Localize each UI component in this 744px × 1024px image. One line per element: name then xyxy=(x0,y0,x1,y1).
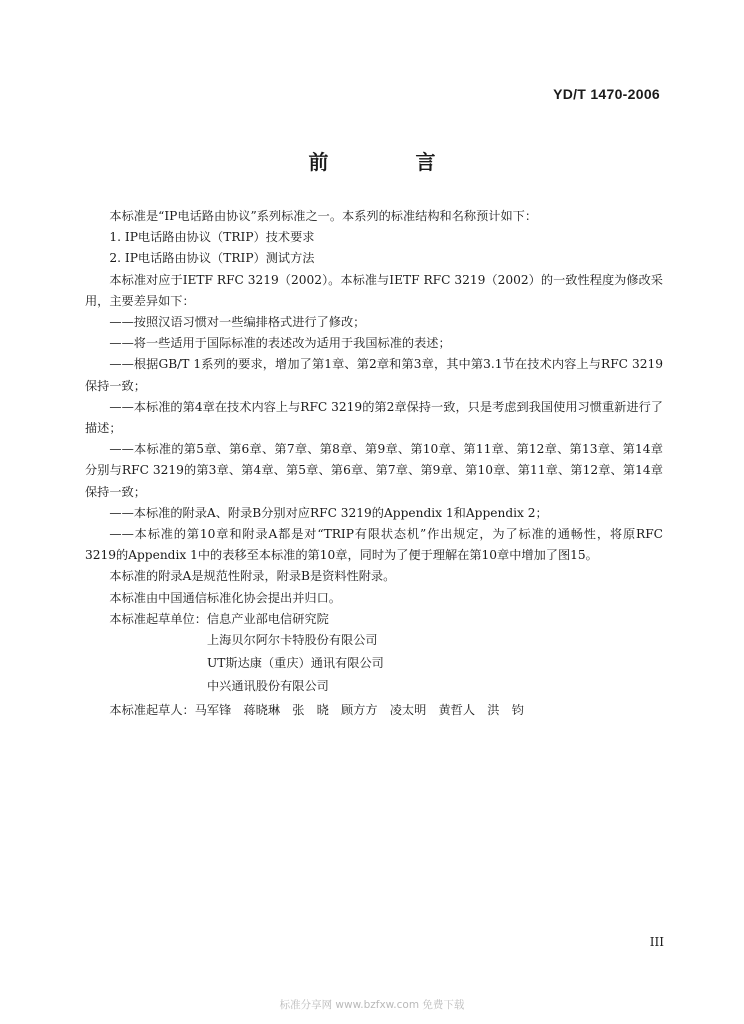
drafting-unit: UT斯达康（重庆）通讯有限公司 xyxy=(207,656,384,671)
foreword-body xyxy=(85,206,663,721)
difference-item: ——按照汉语习惯对一些编排格式进行了修改； xyxy=(109,315,366,330)
paragraph-intro: 本标准是“IP电话路由协议”系列标准之一。本系列的标准结构和名称预计如下： xyxy=(109,209,538,223)
difference-item: ——将一些适用于国际标准的表述改为适用于我国标准的表述； xyxy=(109,336,451,351)
drafting-unit: 上海贝尔阿尔卡特股份有限公司 xyxy=(207,633,378,648)
paragraph-annex-nature: 本标准的附录A是规范性附录，附录B是资料性附录。 xyxy=(109,569,396,584)
page-number: III xyxy=(649,935,664,949)
difference-item: ——本标准的第5章、第6章、第7章、第8章、第9章、第10章、第11章、第12章、第13章、第14章分别与RFC 3219的第3章、第4章、第5章、第6章、第7章、第9章、第10章、第11章、第12章、第14章保持一致； xyxy=(85,442,663,499)
difference-item: ——根据GB/T 1系列的要求，增加了第1章、第2章和第3章，其中第3.1节在技术内容上与RFC 3219保持一致； xyxy=(85,357,663,393)
difference-item: ——本标准的第10章和附录A都是对“TRIP有限状态机”作出规定，为了标准的通畅性，将原RFC 3219的Appendix 1中的表移至本标准的第10章，同时为了便于理解在第10章中增加了图15。 xyxy=(85,527,663,563)
difference-item: ——本标准的附录A、附录B分别对应RFC 3219的Appendix 1和Appendix 2； xyxy=(109,505,548,520)
page-title: 前 言 xyxy=(308,150,476,174)
watermark-text: 标准分享网 www.bzfxw.com 免费下载 xyxy=(279,999,465,1011)
drafting-unit: 中兴通讯股份有限公司 xyxy=(207,679,329,694)
list-item-part-2: 2. IP电话路由协议（TRIP）测试方法 xyxy=(109,251,315,266)
paragraph-correspondence: 本标准对应于IETF RFC 3219（2002）。本标准与IETF RFC 3219（2002）的一致性程度为修改采用，主要差异如下： xyxy=(85,272,663,308)
paragraph-proposer: 本标准由中国通信标准化协会提出并归口。 xyxy=(109,590,341,605)
drafters-list: 本标准起草人：马军锋 蒋晓琳 张 晓 顾方方 凌太明 黄哲人 洪 钧 xyxy=(109,702,524,717)
list-item-part-1: 1. IP电话路由协议（TRIP）技术要求 xyxy=(109,230,315,245)
standard-number: YD/T 1470-2006 xyxy=(553,86,660,102)
drafting-units-label: 本标准起草单位：信息产业部电信研究院 xyxy=(109,611,329,626)
difference-item: ——本标准的第4章在技术内容上与RFC 3219的第2章保持一致，只是考虑到我国使用习惯重新进行了描述； xyxy=(85,399,663,436)
